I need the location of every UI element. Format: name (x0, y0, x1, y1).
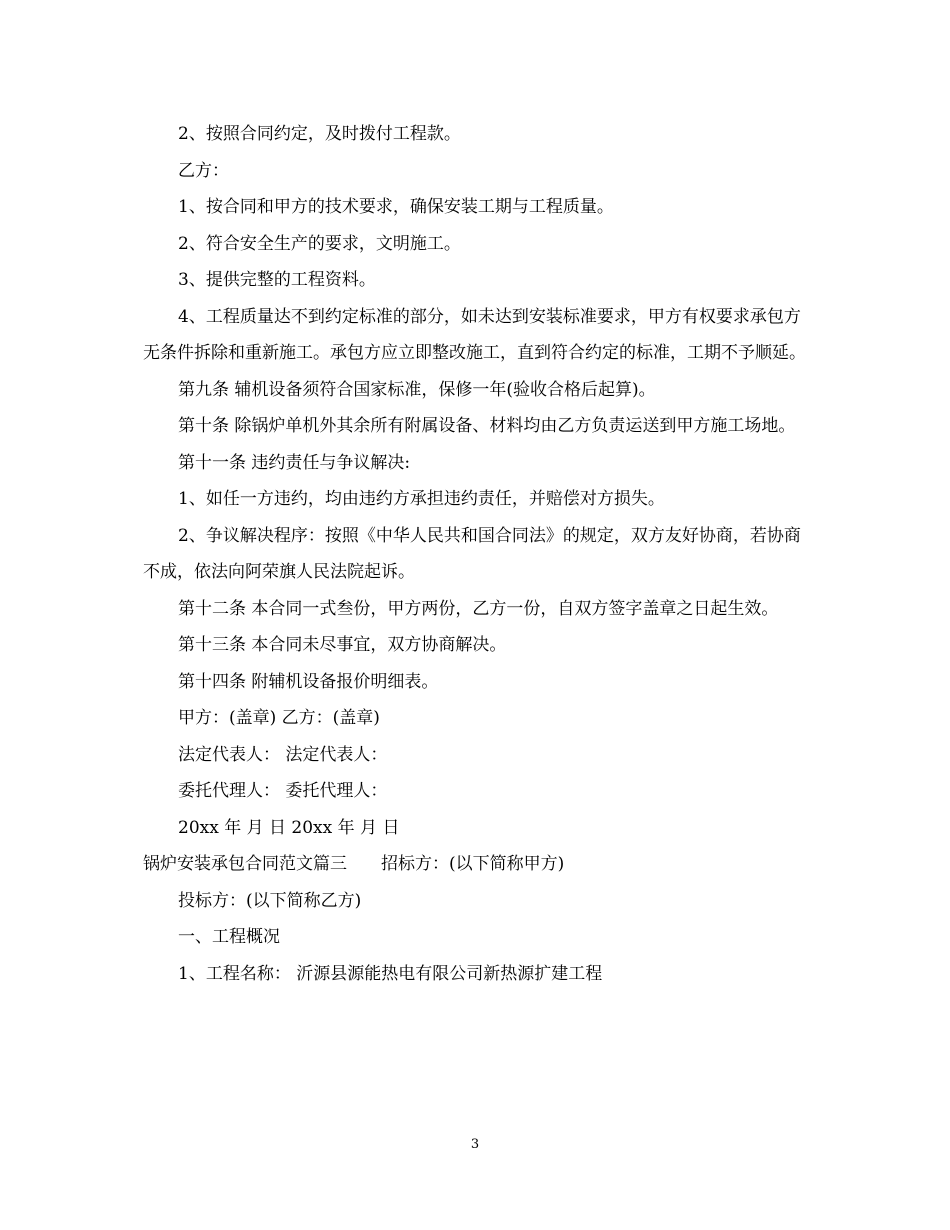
signature-line: 法定代表人： 法定代表人： (178, 744, 388, 765)
section-title: 锅炉安装承包合同范文篇三 (143, 854, 347, 874)
paragraph: 1、工程名称： 沂源县源能热电有限公司新热源扩建工程 (178, 963, 603, 984)
paragraph: 2、按照合同约定，及时拨付工程款。 (178, 124, 461, 144)
paragraph: 投标方：(以下简称乙方) (178, 890, 362, 911)
paragraph: 乙方： (178, 160, 229, 181)
paragraph: 第十四条 附辅机设备报价明细表。 (178, 671, 439, 692)
paragraph: 第十三条 本合同未尽事宜，双方协商解决。 (178, 635, 507, 655)
paragraph: 2、争议解决程序：按照《中华人民共和国合同法》的规定，双方友好协商，若协商不成，依法向阿荣旗人民法院起诉。 (143, 525, 801, 582)
paragraph: 第十二条 本合同一式叁份，甲方两份，乙方一份，自双方签字盖章之日起生效。 (178, 598, 779, 619)
paragraph: 1、如任一方违约，均由违约方承担违约责任，并赔偿对方损失。 (178, 489, 665, 509)
paragraph: 3、提供完整的工程资料。 (178, 270, 376, 290)
paragraph: 第十一条 违约责任与争议解决: (178, 452, 411, 473)
signature-line: 甲方：(盖章) 乙方：(盖章) (178, 708, 380, 728)
paragraph: 一、工程概况 (178, 927, 280, 947)
document-body (143, 116, 808, 992)
paragraph: 第十条 除锅炉单机外其余所有附属设备、材料均由乙方负责运送到甲方施工场地。 (178, 416, 796, 436)
page-number: 3 (470, 1137, 480, 1152)
section-heading-tail: 招标方：(以下简称甲方) (381, 854, 565, 874)
section-heading-line (143, 846, 808, 883)
date-line: 20xx 年 月 日 20xx 年 月 日 (178, 817, 400, 838)
paragraph: 第九条 辅机设备须符合国家标准，保修一年(验收合格后起算)。 (178, 379, 656, 400)
paragraph: 1、按合同和甲方的技术要求，确保安装工期与工程质量。 (178, 197, 614, 217)
signature-line: 委托代理人： 委托代理人： (178, 781, 388, 801)
paragraph: 4、工程质量达不到约定标准的部分，如未达到安装标准要求，甲方有权要求承包方无条件拆除和重新施工。承包方应立即整改施工，直到符合约定的标准，工期不予顺延。 (143, 306, 806, 363)
paragraph: 2、符合安全生产的要求，文明施工。 (178, 233, 461, 254)
